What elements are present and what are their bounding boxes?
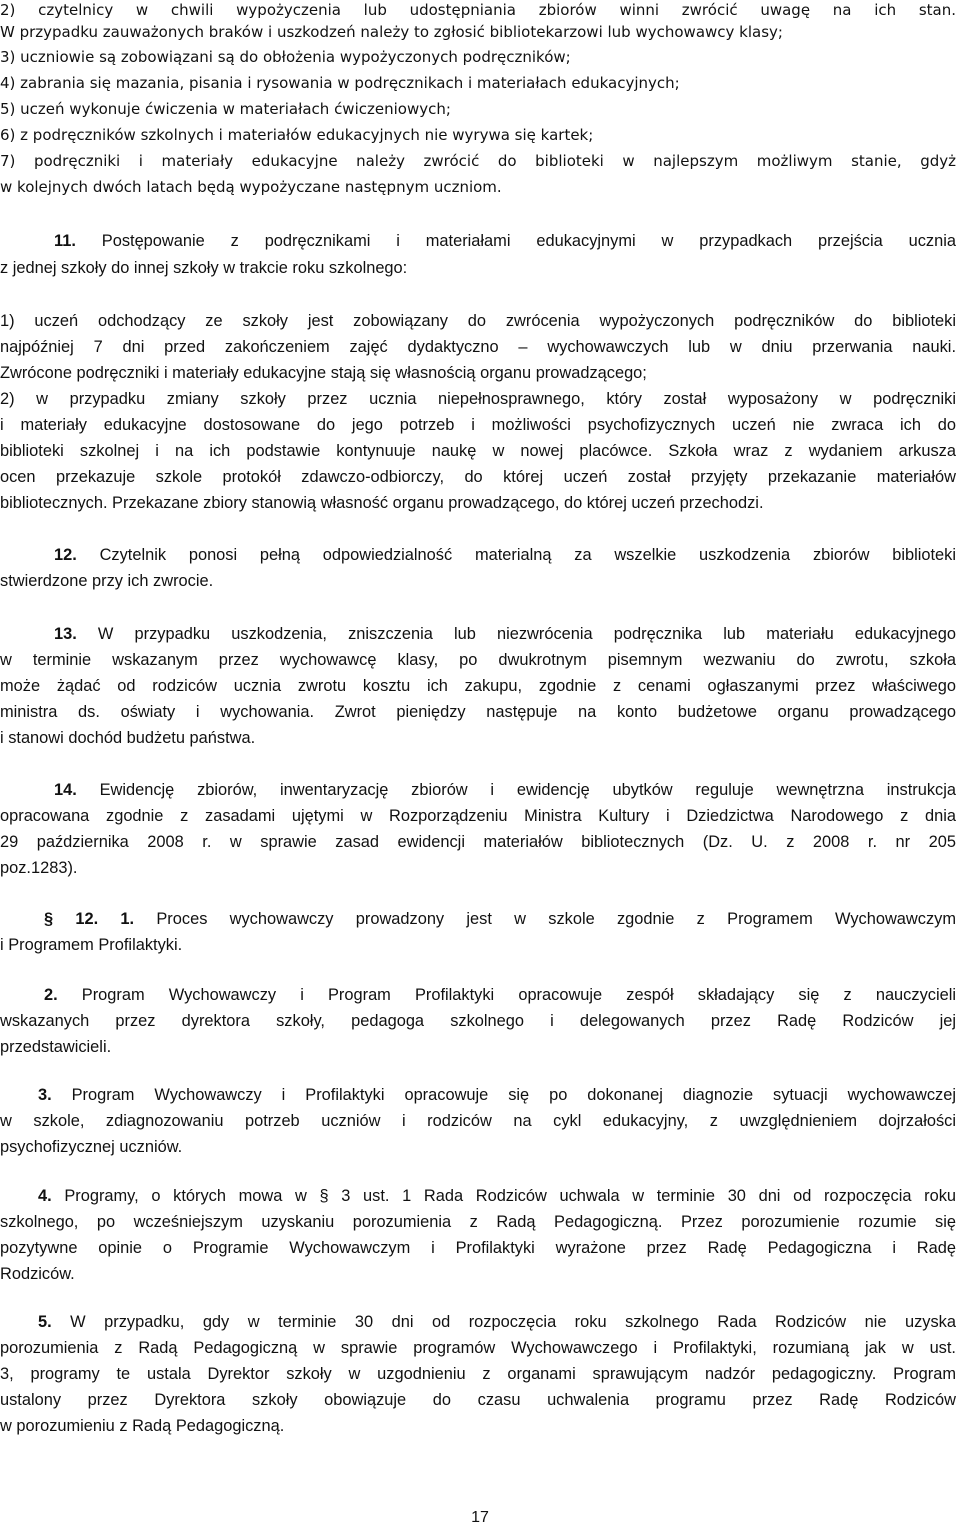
line-text: 5) uczeń wykonuje ćwiczenia w materiałach ćwiczeniowych; — [0, 100, 451, 118]
text-line — [0, 1212, 956, 1232]
line-text: ustalony przez Dyrektora szkoły obowiązuje do czasu uchwalenia programu przez Radę Rodziców — [0, 1391, 956, 1409]
line-text: psychofizycznej uczniów. — [0, 1138, 183, 1156]
text-line — [0, 73, 956, 93]
text-line — [0, 151, 956, 171]
text-line — [0, 177, 956, 197]
paragraph-number: 14. — [54, 781, 77, 799]
text-line — [0, 545, 956, 565]
text-line — [0, 1364, 956, 1384]
line-text: i materiały edukacyjne dostosowane do jego potrzeb i możliwości psychofizycznych uczeń nie zwraca ich do — [0, 416, 956, 434]
line-text: i stanowi dochód budżetu państwa. — [0, 729, 256, 747]
line-text: Proces wychowawczy prowadzony jest w szkole zgodnie z Programem Wychowawczym — [134, 910, 956, 928]
text-line — [0, 125, 956, 145]
text-line — [0, 909, 956, 929]
text-line — [0, 1011, 956, 1031]
text-line — [0, 1312, 956, 1332]
text-line — [0, 311, 956, 331]
line-text: 7) podręczniki i materiały edukacyjne należy zwrócić do biblioteki w najlepszym możliwym stanie, gdyż — [0, 152, 956, 170]
line-text: 2) czytelnicy w chwili wypożyczenia lub udostępniania zbiorów winni zwrócić uwagę na ich stan. — [0, 1, 956, 19]
text-line — [0, 702, 956, 722]
text-line — [0, 1264, 956, 1284]
text-line — [0, 728, 956, 748]
text-line — [0, 1390, 956, 1410]
line-text: porozumienia z Radą Pedagogiczną w sprawie programów Wychowawczego i Profilaktyki, rozumianą jak w ust. — [0, 1339, 956, 1357]
line-text: z jednej szkoły do innej szkoły w trakcie roku szkolnego: — [0, 259, 408, 277]
line-text: Programy, o których mowa w § 3 ust. 1 Rada Rodziców uchwala w terminie 30 dni od rozpoczęcia roku — [51, 1187, 956, 1205]
line-text: Czytelnik ponosi pełną odpowiedzialność materialną za wszelkie uszkodzenia zbiorów biblioteki — [76, 546, 956, 564]
text-line — [0, 1085, 956, 1105]
line-text: Rodziców. — [0, 1265, 75, 1283]
paragraph-number: 4. — [38, 1187, 52, 1205]
line-text: 6) z podręczników szkolnych i materiałów edukacyjnych nie wyrywa się kartek; — [0, 126, 594, 144]
text-line — [0, 363, 956, 383]
text-line — [0, 832, 956, 852]
text-line — [0, 1137, 956, 1157]
text-line — [0, 935, 956, 955]
line-text: 4) zabrania się mazania, pisania i rysowania w podręcznikach i materiałach edukacyjnych; — [0, 74, 680, 92]
line-text: wskazanych przez dyrektora szkoły, pedagoga szkolnego i delegowanych przez Radę Rodziców jej — [0, 1012, 956, 1030]
line-text: szkolnego, po wcześniejszym uzyskaniu porozumienia z Radą Pedagogiczną. Przez porozumienie rozumie się — [0, 1213, 956, 1231]
text-line — [0, 1416, 956, 1436]
paragraph-number: 3. — [38, 1086, 52, 1104]
text-line — [0, 493, 956, 513]
text-line — [0, 99, 956, 119]
paragraph-number: 2. — [44, 986, 58, 1004]
text-line — [0, 1338, 956, 1358]
line-text: 3) uczniowie są zobowiązani są do obłożenia wypożyczonych podręczników; — [0, 48, 571, 66]
text-line — [0, 22, 956, 42]
text-line — [0, 467, 956, 487]
line-text: bibliotecznych. Przekazane zbiory stanowią własność organu prowadzącego, do której uczeń przechodzi. — [0, 494, 764, 512]
text-line — [0, 0, 956, 20]
line-text: ministra ds. oświaty i wychowania. Zwrot pieniędzy następuje na konto budżetowe organu prowadzącego — [0, 703, 956, 721]
line-text: w kolejnych dwóch latach będą wypożyczane następnym uczniom. — [0, 178, 502, 196]
text-line — [0, 624, 956, 644]
line-text: opracowana zgodnie z zasadami ujętymi w Rozporządzeniu Ministra Kultury i Dziedzictwa Narodowego z dnia — [0, 807, 956, 825]
text-line — [0, 1238, 956, 1258]
line-text: 2) w przypadku zmiany szkoły przez ucznia niepełnosprawnego, który został wyposażony w podręczniki — [0, 390, 956, 408]
paragraph-number: 13. — [54, 625, 77, 643]
line-text: Program Wychowawczy i Profilaktyki opracowuje się po dokonanej diagnozie sytuacji wychowawczej — [51, 1086, 956, 1104]
text-line — [0, 47, 956, 67]
page-number: 17 — [471, 1509, 489, 1526]
line-text: W przypadku uszkodzenia, zniszczenia lub niezwrócenia podręcznika lub materiału edukacyjnego — [76, 625, 956, 643]
line-text: 1) uczeń odchodzący ze szkoły jest zobowiązany do zwrócenia wypożyczonych podręczników do biblioteki — [0, 312, 956, 330]
text-line — [0, 231, 956, 251]
text-line — [0, 1037, 956, 1057]
line-text: w porozumieniu z Radą Pedagogiczną. — [0, 1417, 285, 1435]
line-text: stwierdzone przy ich zwrocie. — [0, 572, 214, 590]
paragraph-number: 11. — [54, 232, 76, 250]
text-line — [0, 258, 956, 278]
line-text: Program Wychowawczy i Program Profilaktyki opracowuje zespół składający się z nauczycieli — [57, 986, 956, 1004]
line-text: W przypadku, gdy w terminie 30 dni od rozpoczęcia roku szkolnego Rada Rodziców nie uzyska — [51, 1313, 956, 1331]
paragraph-number: § 12. 1. — [44, 910, 135, 928]
line-text: w terminie wskazanym przez wychowawcę klasy, po dwukrotnym pisemnym wezwaniu do zwrotu, szkoła — [0, 651, 956, 669]
text-line — [0, 571, 956, 591]
line-text: może żądać od rodziców ucznia zwrotu kosztu ich zakupu, zgodnie z cenami ogłaszanymi przez właściwego — [0, 677, 956, 695]
text-line — [0, 415, 956, 435]
line-text: Postępowanie z podręcznikami i materiałami edukacyjnymi w przypadkach przejścia ucznia — [75, 232, 956, 250]
line-text: W przypadku zauważonych braków i uszkodzeń należy to zgłosić bibliotekarzowi lub wychowawcy klasy; — [0, 23, 783, 41]
text-line — [0, 337, 956, 357]
line-text: przedstawicieli. — [0, 1038, 112, 1056]
text-line — [0, 441, 956, 461]
line-text: i Programem Profilaktyki. — [0, 936, 183, 954]
line-text: 3, programy te ustala Dyrektor szkoły w uzgodnieniu z organami sprawującym nadzór pedagogiczny. Program — [0, 1365, 956, 1383]
line-text: pozytywne opinie o Programie Wychowawczym i Profilaktyki wyrażone przez Radę Pedagogiczna i Radę — [0, 1239, 956, 1257]
text-line — [0, 1186, 956, 1206]
paragraph-number: 5. — [38, 1313, 52, 1331]
text-line — [0, 676, 956, 696]
text-line — [0, 389, 956, 409]
line-text: poz.1283). — [0, 859, 78, 877]
text-line — [0, 858, 956, 878]
paragraph-number: 12. — [54, 546, 77, 564]
text-line — [0, 780, 956, 800]
line-text: najpóźniej 7 dni przed zakończeniem zajęć dydaktyczno – wychowawczych lub w dniu przerwania nauki. — [0, 338, 956, 356]
line-text: Ewidencję zbiorów, inwentaryzację zbiorów i ewidencję ubytków reguluje wewnętrzna instrukcja — [76, 781, 956, 799]
text-line — [0, 650, 956, 670]
text-line — [0, 1111, 956, 1131]
line-text: Zwrócone podręczniki i materiały edukacyjne stają się własnością organu prowadzącego; — [0, 364, 647, 382]
line-text: w szkole, zdiagnozowaniu potrzeb uczniów i rodziców na cykl edukacyjny, z uwzględnieniem dojrzałości — [0, 1112, 956, 1130]
text-line — [0, 985, 956, 1005]
line-text: biblioteki szkolnej i na ich podstawie kontynuuje naukę w nowej placówce. Szkoła wraz z wydaniem arkusza — [0, 442, 956, 460]
text-line — [0, 806, 956, 826]
line-text: 29 października 2008 r. w sprawie zasad ewidencji materiałów bibliotecznych (Dz. U. z 2008 r. nr 205 — [0, 833, 956, 851]
line-text: ocen przekazuje szkole protokół zdawczo-odbiorczy, do której uczeń został przyjęty przekazanie materiałów — [0, 468, 956, 486]
